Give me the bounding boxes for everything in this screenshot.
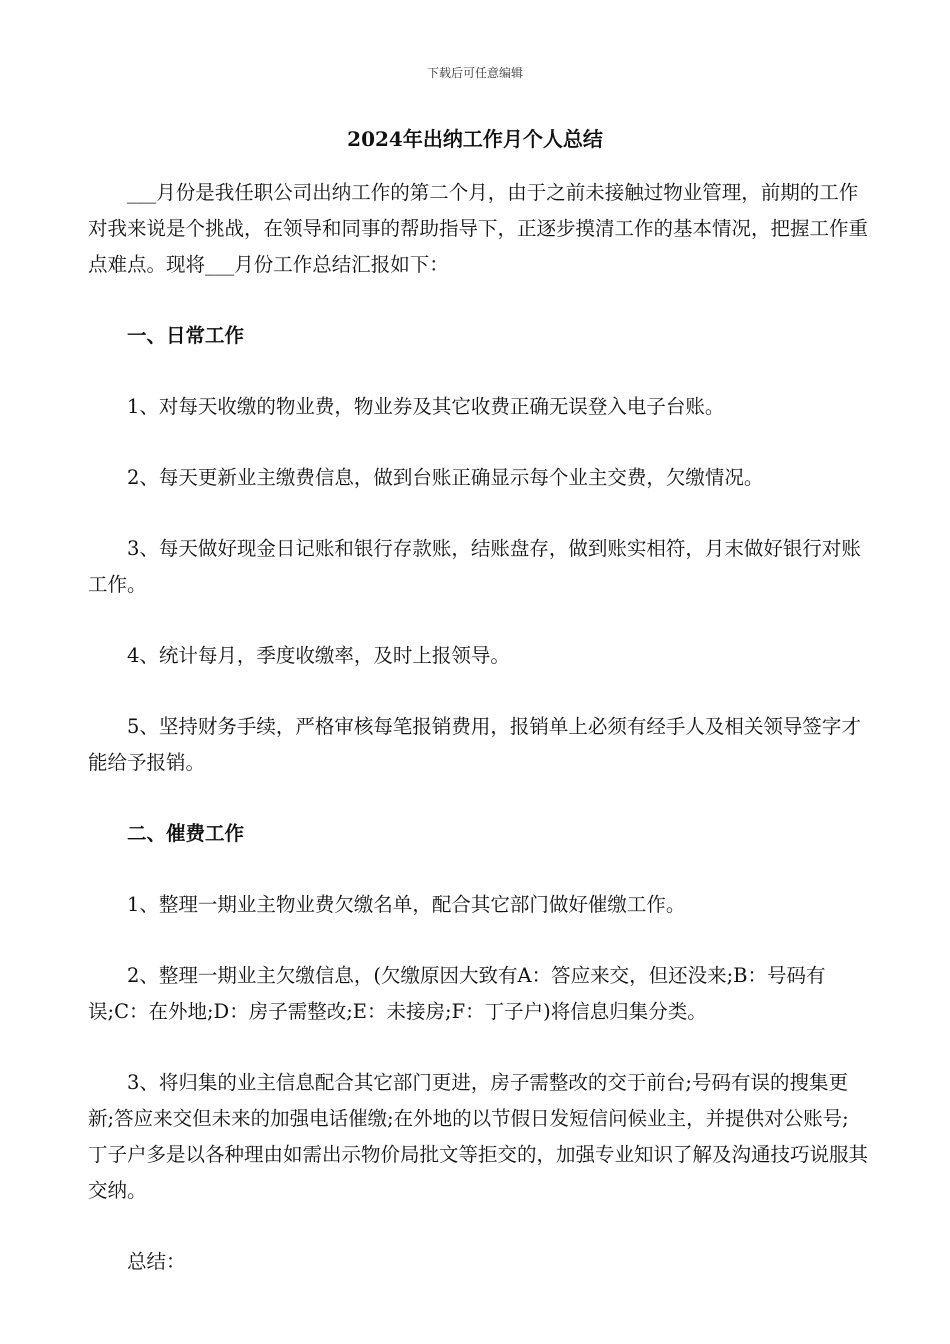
list-item: 3、每天做好现金日记账和银行存款账，结账盘存，做到账实相符，月末做好银行对账工作。 xyxy=(88,537,861,596)
document-body xyxy=(88,175,868,1280)
list-item: 3、将归集的业主信息配合其它部门更进，房子需整改的交于前台;号码有误的搜集更新;答应来交但未来的加强电话催缴;在外地的以节假日发短信问候业主，并提供对公账号;丁子户多是以各种理由如需出示物价局批文等拒交的，加强专业知识了解及沟通技巧说服其交纳。 xyxy=(88,1071,869,1202)
intro-paragraph: ___月份是我任职公司出纳工作的第二个月，由于之前未接触过物业管理，前期的工作对我来说是个挑战，在领导和同事的帮助指导下，正逐步摸清工作的基本情况，把握工作重点难点。现将___月份工作总结汇报如下： xyxy=(88,181,869,276)
list-item: 5、坚持财务手续，严格审核每笔报销费用，报销单上必须有经手人及相关领导签字才能给予报销。 xyxy=(88,715,861,774)
list-item: 4、统计每月，季度收缴率，及时上报领导。 xyxy=(127,644,510,667)
page-header-note: 下载后可任意编辑 xyxy=(426,66,523,80)
list-item: 1、对每天收缴的物业费，物业券及其它收费正确无误登入电子台账。 xyxy=(127,395,725,418)
summary-label: 总结： xyxy=(127,1250,186,1273)
list-item: 2、每天更新业主缴费信息，做到台账正确显示每个业主交费，欠缴情况。 xyxy=(127,466,764,489)
list-item: 1、整理一期业主物业费欠缴名单，配合其它部门做好催缴工作。 xyxy=(127,893,686,916)
section-heading-fee-collection: 二、催费工作 xyxy=(127,822,245,845)
list-item: 2、整理一期业主欠缴信息，(欠缴原因大致有A：答应来交，但还没来;B：号码有误;C：在外地;D：房子需整改;E：未接房;F：丁子户)将信息归集分类。 xyxy=(88,964,826,1023)
section-heading-daily-work: 一、日常工作 xyxy=(127,324,245,347)
document-title: 2024年出纳工作月个人总结 xyxy=(347,127,603,151)
